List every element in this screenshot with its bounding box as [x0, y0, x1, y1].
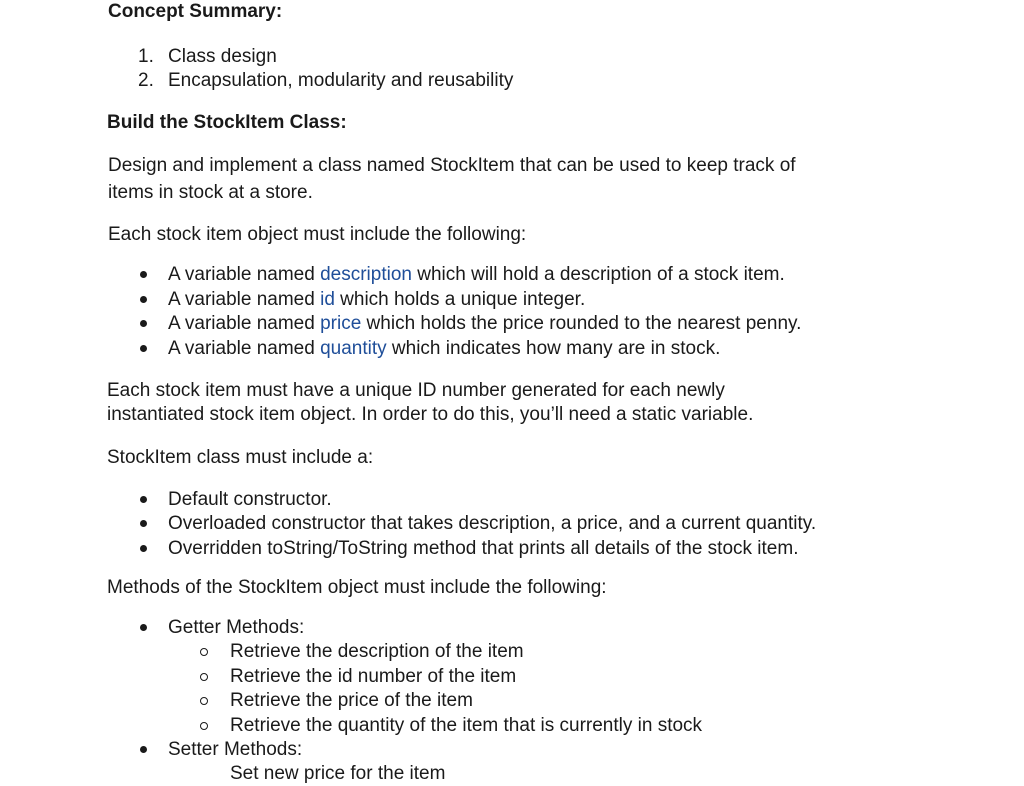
variable-prefix: A variable named	[168, 289, 321, 310]
intro-line-2: items in stock at a store.	[108, 182, 313, 203]
variable-suffix: which indicates how many are in stock.	[386, 338, 721, 359]
variable-suffix: which holds the price rounded to the nearest penny.	[361, 313, 802, 334]
bullet-icon	[140, 746, 147, 753]
concept-item-2-number: 2.	[138, 70, 154, 91]
concept-summary-heading: Concept Summary:	[108, 1, 283, 22]
sub-bullet-icon	[200, 697, 208, 705]
sub-bullet-icon	[200, 722, 208, 730]
concept-item-1-text: Class design	[168, 46, 277, 67]
setter-first-partial	[230, 758, 470, 784]
variable-suffix: which will hold a description of a stock item.	[411, 264, 785, 285]
variable-id	[168, 288, 585, 312]
variable-name: id	[320, 289, 335, 310]
variable-name: quantity	[320, 338, 387, 359]
variable-name: price	[320, 313, 362, 334]
intro-line-1: Design and implement a class named StockItem that can be used to keep track of	[108, 155, 796, 176]
variable-quantity	[168, 337, 720, 361]
concept-item-2-text: Encapsulation, modularity and reusability	[168, 70, 514, 91]
getter-quantity: Retrieve the quantity of the item that is currently in stock	[230, 715, 703, 736]
setter-first-partial-text: Set new price for the item	[230, 763, 446, 784]
build-heading: Build the StockItem Class:	[107, 112, 347, 133]
class-item-overloaded-constructor: Overloaded constructor that takes description, a price, and a current quantity.	[168, 513, 817, 534]
bullet-icon	[140, 496, 147, 503]
getter-price: Retrieve the price of the item	[230, 690, 473, 711]
concept-item-1-number: 1.	[138, 46, 154, 67]
bullet-icon	[140, 296, 147, 303]
getter-description: Retrieve the description of the item	[230, 641, 524, 662]
class-item-tostring: Overridden toString/ToString method that prints all details of the stock item.	[168, 538, 799, 559]
variable-prefix: A variable named	[168, 338, 321, 359]
unique-id-line-1: Each stock item must have a unique ID number generated for each newly	[107, 380, 725, 401]
variable-prefix: A variable named	[168, 313, 321, 334]
variable-name: description	[320, 264, 412, 285]
bullet-icon	[140, 345, 147, 352]
variable-prefix: A variable named	[168, 264, 321, 285]
bullet-icon	[140, 320, 147, 327]
sub-bullet-icon	[200, 673, 208, 681]
getter-id: Retrieve the id number of the item	[230, 666, 517, 687]
bullet-icon	[140, 520, 147, 527]
setter-methods-label: Setter Methods:	[168, 739, 303, 760]
sub-bullet-icon	[200, 648, 208, 656]
methods-intro: Methods of the StockItem object must include the following:	[107, 577, 607, 598]
bullet-icon	[140, 271, 147, 278]
unique-id-line-2: instantiated stock item object. In order to do this, you’ll need a static variable.	[107, 404, 754, 425]
class-include-intro: StockItem class must include a:	[107, 447, 374, 468]
bullet-icon	[140, 545, 147, 552]
class-item-default-constructor: Default constructor.	[168, 489, 332, 510]
bullet-icon	[140, 624, 147, 631]
getter-methods-label: Getter Methods:	[168, 617, 305, 638]
include-intro: Each stock item object must include the following:	[108, 224, 527, 245]
variable-description	[168, 263, 785, 287]
variable-suffix: which holds a unique integer.	[334, 289, 586, 310]
variable-price	[168, 312, 801, 336]
